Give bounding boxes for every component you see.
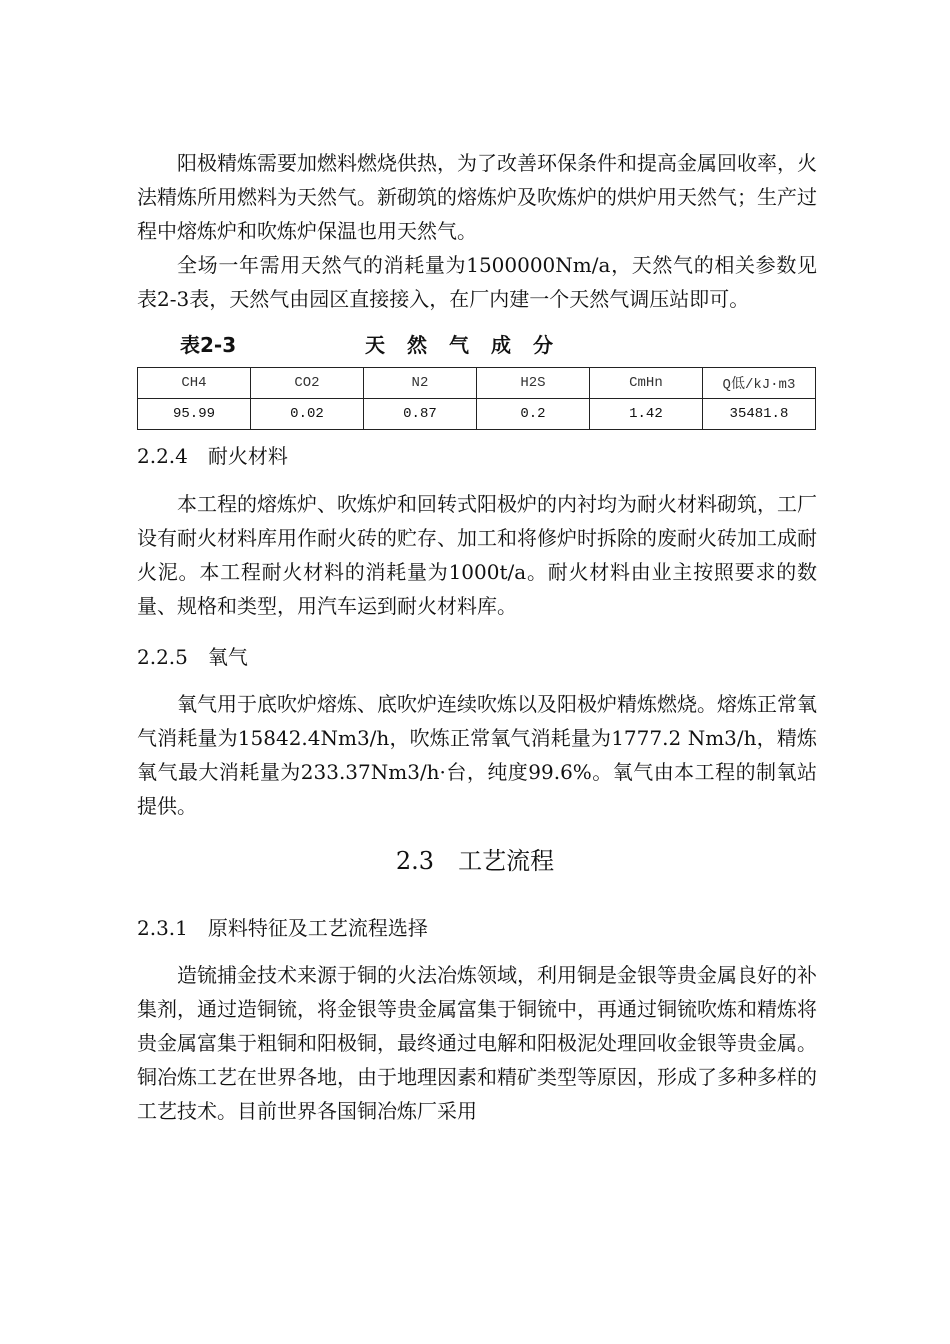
table-header-cell: H2S — [476, 368, 589, 399]
paragraph-oxygen: 氧气用于底吹炉熔炼、底吹炉连续吹炼以及阳极炉精炼燃烧。熔炼正常氧气消耗量为15842.4Nm3/h，吹炼正常氧气消耗量为1777.2 Nm3/h，精炼氧气最大消耗量为233.37Nm3/h·台，纯度99.6%。氧气由本工程的制氧站提供。 — [137, 692, 817, 818]
table-cell: 0.02 — [250, 399, 363, 430]
table-cell: 1.42 — [589, 399, 702, 430]
table-header-row — [138, 368, 816, 399]
table-header-cell: N2 — [363, 368, 476, 399]
paragraph-process: 造锍捕金技术来源于铜的火法冶炼领域，利用铜是金银等贵金属良好的补集剂，通过造铜锍，将金银等贵金属富集于铜锍中，再通过铜锍吹炼和精炼将贵金属富集于粗铜和阳极铜，最终通过电解和阳极泥处理回收金银等贵金属。铜冶炼工艺在世界各地，由于地理因素和精矿类型等原因，形成了多种多样的工艺技术。目前世界各国铜冶炼厂采用 — [137, 963, 817, 1123]
paragraph-refractory: 本工程的熔炼炉、吹炼炉和回转式阳极炉的内衬均为耐火材料砌筑，工厂设有耐火材料库用作耐火砖的贮存、加工和将修炉时拆除的废耐火砖加工成耐火泥。本工程耐火材料的消耗量为1000t/a。耐火材料由业主按照要求的数量、规格和类型，用汽车运到耐火材料库。 — [137, 492, 817, 618]
heading-2-2-5: 2.2.5 氧气 — [137, 645, 248, 669]
table-cell: 95.99 — [138, 399, 251, 430]
table-caption: 表2-3 — [180, 333, 237, 357]
paragraph-gas-consumption: 全场一年需用天然气的消耗量为1500000Nm/a，天然气的相关参数见表2-3表，天然气由园区直接接入，在厂内建一个天然气调压站即可。 — [137, 253, 817, 311]
gas-composition-table — [137, 367, 816, 430]
table-cell: 35481.8 — [702, 399, 815, 430]
table-cell: 0.2 — [476, 399, 589, 430]
table-title: 天然气成分 — [365, 333, 575, 357]
paragraph-fuel: 阳极精炼需要加燃料燃烧供热，为了改善环保条件和提高金属回收率，火法精炼所用燃料为天然气。新砌筑的熔炼炉及吹炼炉的烘炉用天然气；生产过程中熔炼炉和吹炼炉保温也用天然气。 — [137, 151, 817, 243]
table-header-cell: CO2 — [250, 368, 363, 399]
heading-2-2-4: 2.2.4 耐火材料 — [137, 444, 288, 468]
heading-2-3-1: 2.3.1 原料特征及工艺流程选择 — [137, 916, 428, 940]
table-header-cell: CH4 — [138, 368, 251, 399]
table-row — [138, 399, 816, 430]
table-cell: 0.87 — [363, 399, 476, 430]
table-header-cell: Q低/kJ·m3 — [702, 368, 815, 399]
table-header-cell: CmHn — [589, 368, 702, 399]
section-title-2-3: 2.3 工艺流程 — [395, 847, 555, 875]
